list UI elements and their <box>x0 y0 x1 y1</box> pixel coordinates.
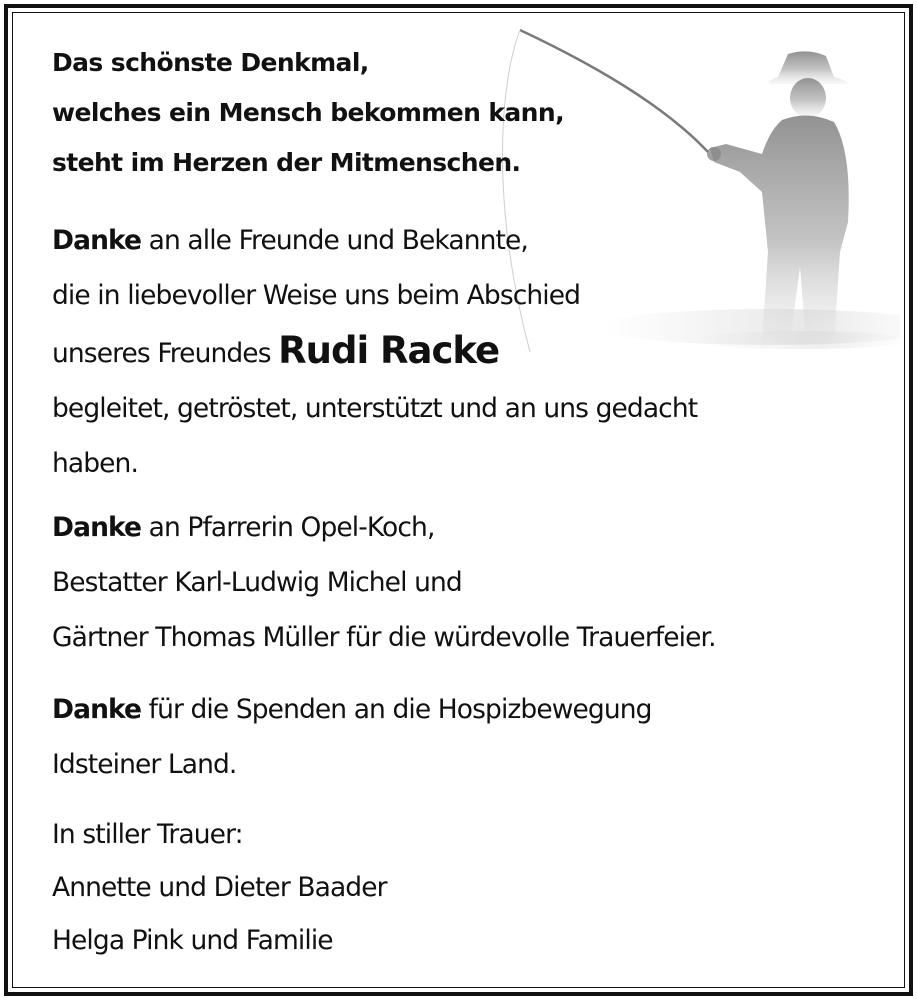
deceased-name: Rudi Racke <box>278 329 500 372</box>
motto-line: welches ein Mensch bekommen kann, <box>52 98 564 127</box>
thanks-line: Idsteiner Land. <box>52 749 237 780</box>
thanks-ceremony-paragraph <box>52 500 716 665</box>
signature-intro: In stiller Trauer: <box>52 819 243 850</box>
thanks-donations-paragraph <box>52 682 652 792</box>
thanks-line: Danke an Pfarrerin Opel-Koch, <box>52 512 435 543</box>
motto-line: Das schönste Denkmal, <box>52 48 369 77</box>
danke-keyword: Danke <box>52 512 142 543</box>
thanks-friends-paragraph <box>52 213 697 491</box>
thanks-line: Bestatter Karl-Ludwig Michel und <box>52 567 462 598</box>
thanks-line: Gärtner Thomas Müller für die würdevolle Trauerfeier. <box>52 622 716 653</box>
thanks-line: haben. <box>52 448 138 479</box>
thanks-line: Danke für die Spenden an die Hospizbewegung <box>52 694 652 725</box>
thanks-line: Danke an alle Freunde und Bekannte, <box>52 225 528 256</box>
thanks-line: unseres Freundes Rudi Racke <box>52 329 500 372</box>
danke-keyword: Danke <box>52 694 142 725</box>
thanks-line: die in liebevoller Weise uns beim Abschied <box>52 280 581 311</box>
mourner-name: Annette und Dieter Baader <box>52 872 387 903</box>
thanks-line: begleitet, getröstet, unterstützt und an uns gedacht <box>52 393 698 424</box>
mourner-name: Helga Pink und Familie <box>52 925 333 956</box>
memorial-motto <box>52 38 564 188</box>
danke-keyword: Danke <box>52 225 142 256</box>
mourners-signature <box>52 808 387 967</box>
motto-line: steht im Herzen der Mitmenschen. <box>52 148 521 177</box>
